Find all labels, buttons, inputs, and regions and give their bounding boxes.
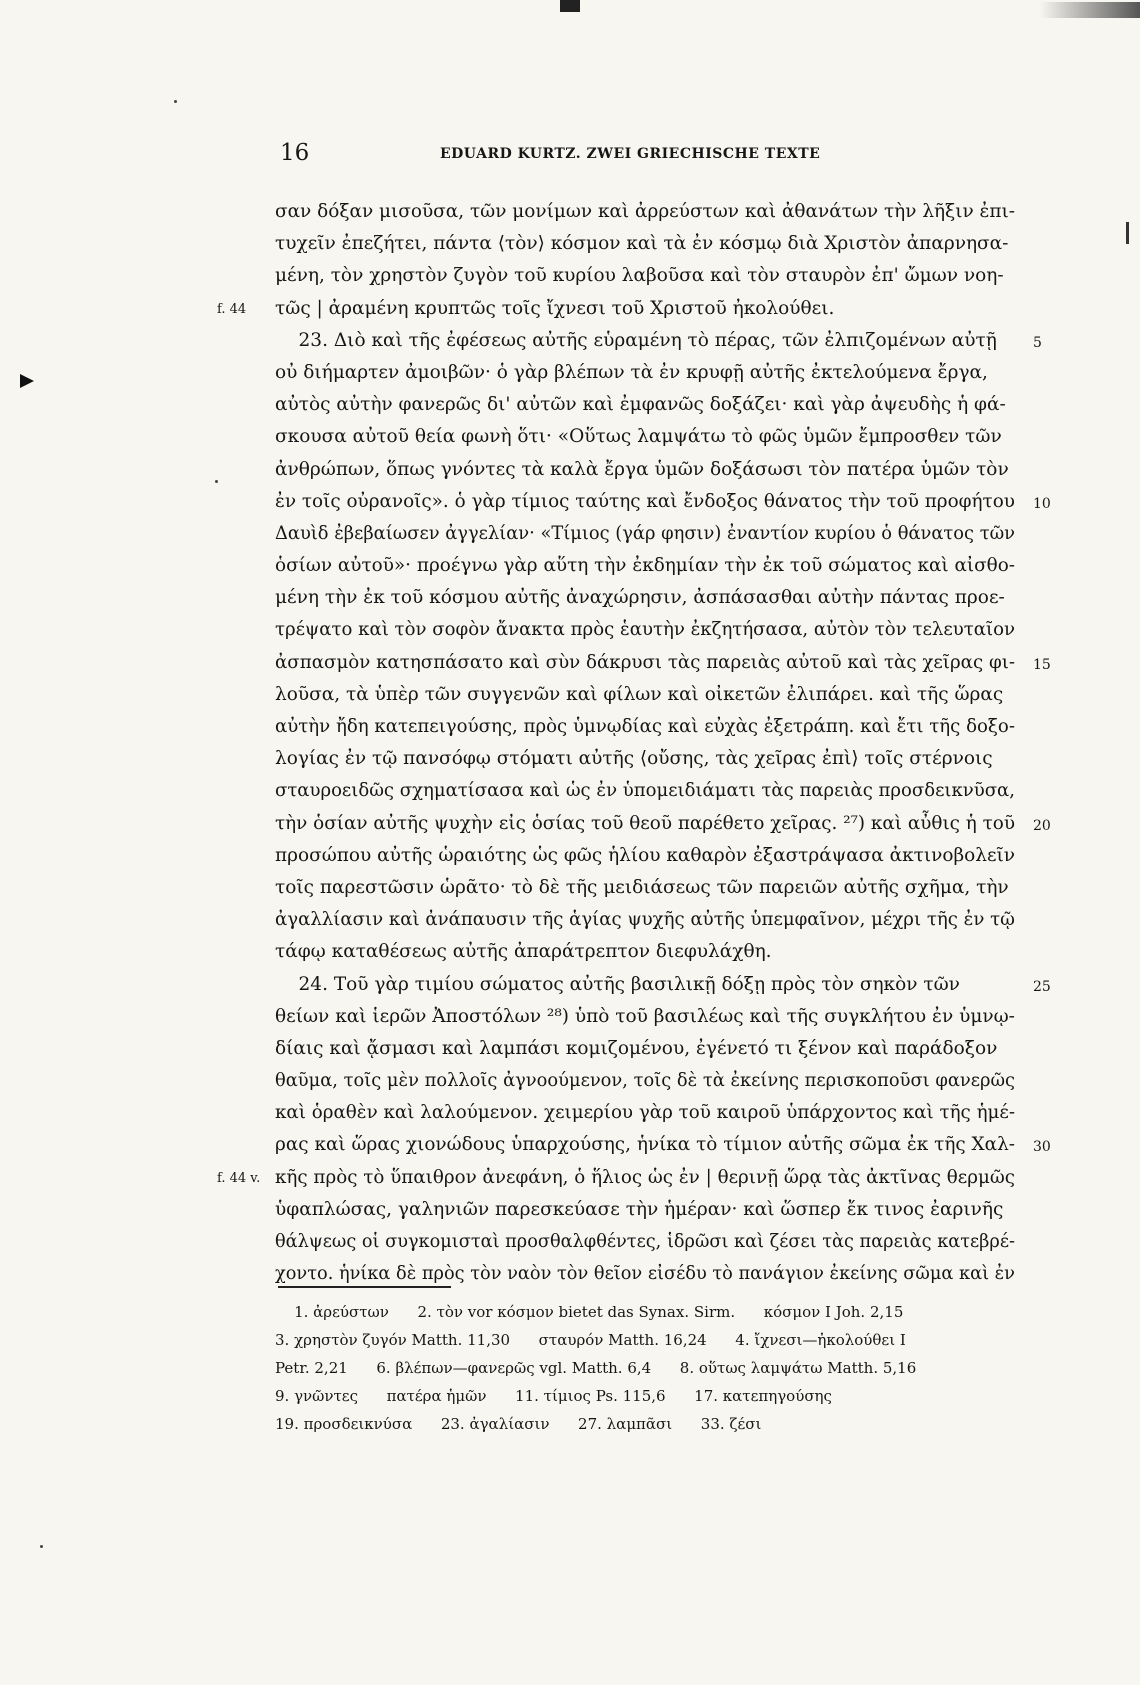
line-number: 15 <box>1033 656 1051 673</box>
footnote-line: 1. ἀρεύστων 2. τὸν vor κόσμον bietet das Synax. Sirm. κόσμον I Joh. 2,15 <box>275 1303 904 1321</box>
line-text: καὶ ὁραθὲν καὶ λαλούμενον. χειμερίου γὰρ τοῦ καιροῦ ὑπάρχοντος καὶ τῆς ἡμέ- <box>275 1102 1016 1124</box>
line-text: τρέψατο καὶ τὸν σοφὸν ἄνακτα πρὸς ἑαυτὴν ἐκζητήσασα, αὐτὸν τὸν τελευταῖον <box>275 619 1016 641</box>
margin-pointer-icon <box>20 374 34 388</box>
footnote-line: 19. προσδεικνύσα 23. ἀγαλίασιν 27. λαμπᾶσι 33. ζέσι <box>275 1415 762 1433</box>
corner-shadow <box>1040 2 1140 18</box>
text-line <box>217 1162 1016 1194</box>
line-text: οὐ διήμαρτεν ἀμοιβῶν· ὁ γὰρ βλέπων τὰ ἐν κρυφῇ αὐτῆς ἐκτελούμενα ἔργα, <box>275 361 988 383</box>
text-line <box>275 969 1051 1001</box>
text-line <box>275 679 1015 711</box>
folio-reference: f. 44 <box>217 301 247 317</box>
page-number: 16 <box>280 140 310 166</box>
text-line <box>275 1129 1051 1161</box>
footnote-rule <box>278 1286 451 1288</box>
line-text: λογίας ἐν τῷ πανσόφῳ στόματι αὐτῆς ⟨οὔσης, τὰς χεῖρας ἐπὶ⟩ τοῖς στέρνοις <box>275 748 993 770</box>
top-edge-mark <box>560 0 580 12</box>
text-line <box>275 582 1015 614</box>
text-line <box>275 389 1015 421</box>
footnotes <box>275 1298 1035 1438</box>
line-text: θείων καὶ ἱερῶν Ἀποστόλων ²⁸) ὑπὸ τοῦ βασιλέως καὶ τῆς συγκλήτου ἐν ὑμνῳ- <box>275 1005 1015 1027</box>
line-text: τυχεῖν ἐπεζήτει, πάντα ⟨τὸν⟩ κόσμον καὶ τὰ ἐν κόσμῳ διὰ Χριστὸν ἀπαρνησα- <box>275 233 1009 255</box>
text-line <box>275 808 1051 840</box>
text-line <box>275 486 1051 518</box>
folio-reference: f. 44 v. <box>217 1170 261 1186</box>
line-text: ἀγαλλίασιν καὶ ἀνάπαυσιν τῆς ἁγίας ψυχῆς αὐτῆς ὑπεμφαῖνον, μέχρι τῆς ἐν τῷ <box>275 909 1015 931</box>
line-text: ἐν τοῖς οὐρανοῖς». ὁ γὰρ τίμιος ταύτης καὶ ἔνδοξος θάνατος τὴν τοῦ προφήτου <box>275 490 1015 512</box>
line-text: κῆς πρὸς τὸ ὕπαιθρον ἀνεφάνη, ὁ ἥλιος ὡς ἐν | θερινῇ ὥρᾳ τὰς ἀκτῖνας θερμῶς <box>275 1166 1016 1188</box>
line-text: θάλψεως οἱ συγκομισταὶ προσθαλφθέντες, ἱδρῶσι καὶ ζέσει τὰς παρειὰς κατεβρέ- <box>275 1231 1016 1252</box>
line-text: λοῦσα, τὰ ὑπὲρ τῶν συγγενῶν καὶ φίλων καὶ οἰκετῶν ἐλιπάρει. καὶ τῆς ὥρας <box>275 683 1004 705</box>
text-line <box>275 550 1015 582</box>
text-line <box>275 196 1015 228</box>
text-line <box>275 421 1015 453</box>
line-text: μένη τὴν ἐκ τοῦ κόσμου αὐτῆς ἀναχώρησιν, ἀσπάσασθαι αὐτὴν πάντας προε- <box>275 587 1005 609</box>
text-line <box>275 904 1015 936</box>
text-line <box>275 325 1042 357</box>
line-text: αὐτὸς αὐτὴν φανερῶς δι' αὐτῶν καὶ ἐμφανῶς δοξάζει· καὶ γὰρ ἀψευδὴς ἡ φά- <box>275 394 1006 416</box>
line-text: δίαις καὶ ᾄσμασι καὶ λαμπάσι κομιζομένου, ἐγένετό τι ξένον καὶ παράδοξον <box>275 1037 998 1059</box>
line-text: τάφῳ καταθέσεως αὐτῆς ἀπαράτρεπτον διεφυλάχθη. <box>275 941 772 963</box>
text-line <box>275 357 1015 389</box>
line-text: μένη, τὸν χρηστὸν ζυγὸν τοῦ κυρίου λαβοῦσα καὶ τὸν σταυρὸν ἐπ' ὤμων νοη- <box>275 265 1004 287</box>
line-text: προσώπου αὐτῆς ὡραιότης ὡς φῶς ἡλίου καθαρὸν ἐξαστράψασα ἀκτινοβολεῖν <box>275 844 1016 866</box>
edge-mark <box>1126 222 1129 244</box>
line-text: τῶς | ἀραμένη κρυπτῶς τοῖς ἴχνεσι τοῦ Χριστοῦ ἠκολούθει. <box>275 297 835 319</box>
text-line <box>275 647 1051 679</box>
text-line <box>275 1097 1015 1129</box>
footnote-line: 9. γνῶντες πατέρα ἡμῶν 11. τίμιος Ps. 115,6 17. κατεπηγούσης <box>275 1387 832 1405</box>
line-text: 24. Τοῦ γὰρ τιμίου σώματος αὐτῆς βασιλικῇ δόξῃ πρὸς τὸν σηκὸν τῶν <box>275 973 960 995</box>
text-line <box>275 775 1015 807</box>
text-line <box>275 1065 1015 1097</box>
text-line <box>217 293 1015 325</box>
text-line <box>275 260 1015 292</box>
text-line <box>275 518 1015 550</box>
text-line <box>275 840 1015 872</box>
page-header <box>270 140 1070 170</box>
text-line <box>275 936 1015 968</box>
text-line <box>275 614 1015 646</box>
line-text: σαν δόξαν μισοῦσα, τῶν μονίμων καὶ ἀρρεύστων καὶ ἀθανάτων τὴν λῆξιν ἐπι- <box>275 201 1016 222</box>
line-text: χοντο. ἡνίκα δὲ πρὸς τὸν ναὸν τὸν θεῖον εἰσέδυ τὸ πανάγιον ἐκείνης σῶμα καὶ ἐν <box>275 1263 1015 1285</box>
line-text: Δαυὶδ ἐβεβαίωσεν ἀγγελίαν· «Τίμιος (γάρ φησιν) ἐναντίον κυρίου ὁ θάνατος τῶν <box>275 522 1016 544</box>
line-text: θαῦμα, τοῖς μὲν πολλοῖς ἀγνοούμενον, τοῖς δὲ τὰ ἐκείνης περισκοποῦσι φανερῶς <box>275 1070 1015 1092</box>
speck-mark <box>40 1545 43 1548</box>
line-text: ἀνθρώπων, ὅπως γνόντες τὰ καλὰ ἔργα ὑμῶν δοξάσωσι τὸν πατέρα ὑμῶν τὸν <box>275 458 1009 480</box>
running-head: EDUARD KURTZ. ZWEI GRIECHISCHE TEXTE <box>440 146 821 162</box>
main-text <box>217 196 1051 1290</box>
line-text: τοῖς παρεστῶσιν ὡρᾶτο· τὸ δὲ τῆς μειδιάσεως τῶν παρειῶν αὐτῆς σχῆμα, τὴν <box>275 876 1009 898</box>
line-text: ρας καὶ ὥρας χιονώδους ὑπαρχούσης, ἡνίκα τὸ τίμιον αὐτῆς σῶμα ἐκ τῆς Χαλ- <box>275 1134 1015 1156</box>
line-text: ὁσίων αὐτοῦ»· προέγνω γὰρ αὕτη τὴν ἐκδημίαν τὴν ἐκ τοῦ σώματος καὶ αἰσθο- <box>275 555 1016 577</box>
line-text: τὴν ὁσίαν αὐτῆς ψυχὴν εἰς ὁσίας τοῦ θεοῦ παρέθετο χεῖρας. ²⁷) καὶ αὖθις ἡ τοῦ <box>275 812 1016 834</box>
footnote-line: 3. χρηστὸν ζυγόν Matth. 11,30 σταυρόν Matth. 16,24 4. ἴχνεσι—ἠκολούθει I <box>275 1331 906 1349</box>
line-text: σκουσα αὐτοῦ θεία φωνὴ ὅτι· «Οὕτως λαμψάτω τὸ φῶς ὑμῶν ἔμπροσθεν τῶν <box>275 426 1002 448</box>
text-line <box>275 1226 1015 1258</box>
line-text: 23. Διὸ καὶ τῆς ἐφέσεως αὐτῆς εὑραμένη τὸ πέρας, τῶν ἐλπιζομένων αὐτῇ <box>275 329 997 351</box>
line-text: σταυροειδῶς σχηματίσασα καὶ ὡς ἐν ὑπομειδιάματι τὰς παρειὰς προσδεικνῦσα, <box>275 780 1015 802</box>
text-line <box>275 1033 1015 1065</box>
text-line <box>275 454 1015 486</box>
speck-mark <box>215 480 218 483</box>
line-text: ἀσπασμὸν κατησπάσατο καὶ σὺν δάκρυσι τὰς παρειὰς αὐτοῦ καὶ τὰς χεῖρας φι- <box>275 651 1016 673</box>
text-line <box>275 743 1015 775</box>
text-line <box>275 1194 1015 1226</box>
line-number: 10 <box>1033 495 1051 512</box>
text-line <box>275 1001 1015 1033</box>
line-text: αὐτὴν ἤδη κατεπειγούσης, πρὸς ὑμνῳδίας καὶ εὐχὰς ἐξετράπη. καὶ ἔτι τῆς δοξο- <box>275 716 1015 737</box>
line-number: 20 <box>1033 817 1051 834</box>
footnote-line: Petr. 2,21 6. βλέπων—φανερῶς vgl. Matth. 6,4 8. οὕτως λαμψάτω Matth. 5,16 <box>275 1359 917 1377</box>
line-number: 30 <box>1033 1139 1051 1156</box>
line-number: 25 <box>1033 978 1051 995</box>
speck-mark <box>174 100 177 103</box>
line-text: ὑφαπλώσας, γαληνιῶν παρεσκεύασε τὴν ἡμέραν· καὶ ὥσπερ ἔκ τινος ἐαρινῆς <box>275 1198 1004 1220</box>
text-line <box>275 872 1015 904</box>
text-line <box>275 711 1015 743</box>
text-line <box>275 228 1015 260</box>
line-number: 5 <box>1033 334 1042 351</box>
